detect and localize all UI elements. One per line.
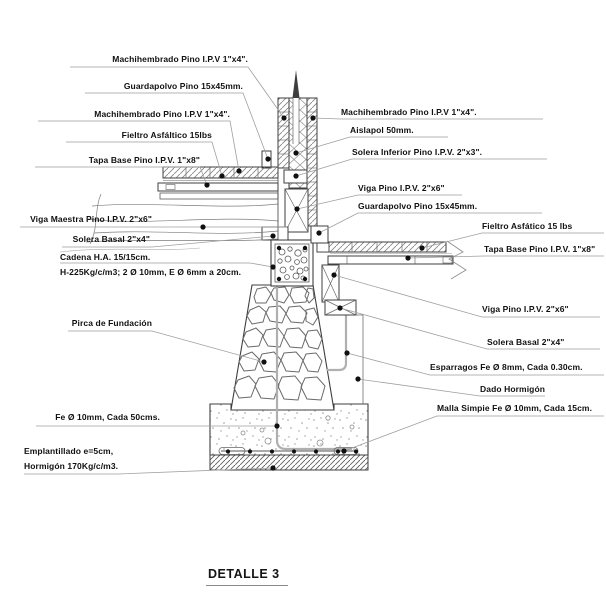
leader-dot-viga-pino-right <box>331 272 336 277</box>
leader-dot-machihembrado-floor <box>236 168 241 173</box>
leader-dot-malla-simple <box>341 448 346 453</box>
leader-dot-cadena <box>270 264 275 269</box>
right-floor <box>311 226 466 315</box>
leader-dot-guardapolvo-right <box>316 230 321 235</box>
leader-dot-tapa-base-left <box>204 182 209 187</box>
callout-pirca-line-0: Pirca de Fundación <box>71 318 152 328</box>
callout-machihembrado-top-left-line-0: Machihembrado Pino I.P.V 1"x4". <box>112 54 248 64</box>
leader-dot-fieltro-left <box>219 173 224 178</box>
solera-basal-left-board <box>262 227 288 240</box>
viga-maestra-grain <box>60 194 278 252</box>
leader-dot-guardapolvo-left <box>265 156 270 161</box>
leader-line-machihembrado-right <box>313 118 543 119</box>
leader-line-viga-pino-right <box>334 275 600 317</box>
callout-emplantillado-line-0: Emplantillado e=5cm, <box>24 446 114 456</box>
leader-dot-esparragos <box>344 350 349 355</box>
pirca-foundation <box>231 285 334 410</box>
leader-dot-solera-basal-right <box>337 305 342 310</box>
callout-fieltro-left-line-0: Fieltro Asfáltico 15lbs <box>121 130 212 140</box>
callout-emplantillado-line-1: Hormigón 170Kg/c/m3. <box>24 460 119 471</box>
callout-tapa-base-left-line-0: Tapa Base Pino I.P.V. 1"x8" <box>88 155 200 165</box>
leader-dot-fe-10mm <box>274 423 279 428</box>
callout-solera-inferior-line-0: Solera Inferior Pino I.P.V. 2"x3". <box>352 147 483 157</box>
leader-line-machihembrado-floor <box>38 121 239 171</box>
leader-line-aislapol <box>296 137 448 153</box>
emplantillado-strip <box>210 455 368 470</box>
leader-line-guardapolvo-left <box>85 93 268 159</box>
leader-dot-aislapol <box>293 150 298 155</box>
leader-line-cadena <box>60 263 273 267</box>
leader-dot-solera-basal-left <box>270 233 275 238</box>
leader-line-machihembrado-top-left <box>70 67 284 118</box>
callout-viga-maestra-line-0: Viga Maestra Pino I.P.V. 2"x6" <box>30 214 152 224</box>
callout-guardapolvo-left-line-0: Guardapolvo Pino 15x45mm. <box>123 81 243 91</box>
callout-machihembrado-right-line-0: Machihembrado Pino I.P.V 1"x4". <box>341 107 477 117</box>
callout-solera-basal-left-line-0: Solera Basal 2"x4" <box>72 234 150 244</box>
detail-title: DETALLE 3 <box>206 567 288 586</box>
leader-line-esparragos <box>347 353 604 375</box>
leader-line-solera-basal-right <box>340 308 600 349</box>
leader-line-malla-simple <box>344 416 604 451</box>
break-line <box>447 241 466 279</box>
leader-dot-emplantillado <box>270 465 275 470</box>
leader-dot-machihembrado-right <box>310 115 315 120</box>
left-floor <box>60 167 278 252</box>
callout-viga-pino-right-line-0: Viga Pino I.P.V. 2"x6" <box>482 304 569 314</box>
leader-line-guardapolvo-right <box>319 213 542 233</box>
leader-dot-pirca <box>261 359 266 364</box>
machihembrado-left-siding <box>278 98 289 168</box>
callout-aislapol-line-0: Aislapol 50mm. <box>350 125 414 135</box>
callout-dado-hormigon-line-0: Dado Hormigón <box>480 384 546 394</box>
callout-cadena-line-0: Cadena H.A. 15/15cm. <box>60 252 151 262</box>
leader-dot-dado-hormigon <box>355 376 360 381</box>
callout-viga-pino-upper-line-0: Viga Pino I.P.V. 2"x6" <box>358 183 445 193</box>
leader-line-solera-inferior <box>296 159 547 176</box>
callout-guardapolvo-right-line-0: Guardapolvo Pino 15x45mm. <box>358 201 478 211</box>
callout-esparragos-line-0: Esparragos Fe Ø 8mm, Cada 0.30cm. <box>430 362 583 372</box>
cadena-tie-beam <box>271 240 313 286</box>
tapa-base-left-board <box>158 183 278 191</box>
leader-line-viga-pino-upper <box>297 195 462 209</box>
callout-malla-simple-line-0: Malla Simpie Fe Ø 10mm, Cada 15cm. <box>437 403 593 413</box>
callout-fieltro-right-line-0: Fieltro Asfático 15 lbs <box>482 221 573 231</box>
callout-cadena-line-1: H-225Kg/c/m3; 2 Ø 10mm, E Ø 6mm a 20cm. <box>60 266 242 277</box>
leader-dot-solera-inferior <box>293 173 298 178</box>
leader-line-pirca <box>68 331 264 362</box>
leader-dot-machihembrado-top-left <box>281 115 286 120</box>
callout-solera-basal-right-line-0: Solera Basal 2"x4" <box>487 337 565 347</box>
leader-line-dado-hormigon <box>358 379 545 396</box>
leader-dot-fieltro-right <box>419 245 424 250</box>
callout-fe-10mm-line-0: Fe Ø 10mm, Cada 50cms. <box>55 412 160 422</box>
leader-dot-viga-maestra <box>200 224 205 229</box>
leader-line-fieltro-right <box>422 233 604 248</box>
callout-tapa-base-right-line-0: Tapa Base Pino I.P.V. 1"x8" <box>484 244 596 254</box>
leader-dot-viga-pino-upper <box>294 206 299 211</box>
nail-spike <box>293 70 300 98</box>
callout-machihembrado-floor-line-0: Machihembrado Pino I.P.V 1"x4". <box>94 109 230 119</box>
leader-dot-tapa-base-right <box>405 255 410 260</box>
